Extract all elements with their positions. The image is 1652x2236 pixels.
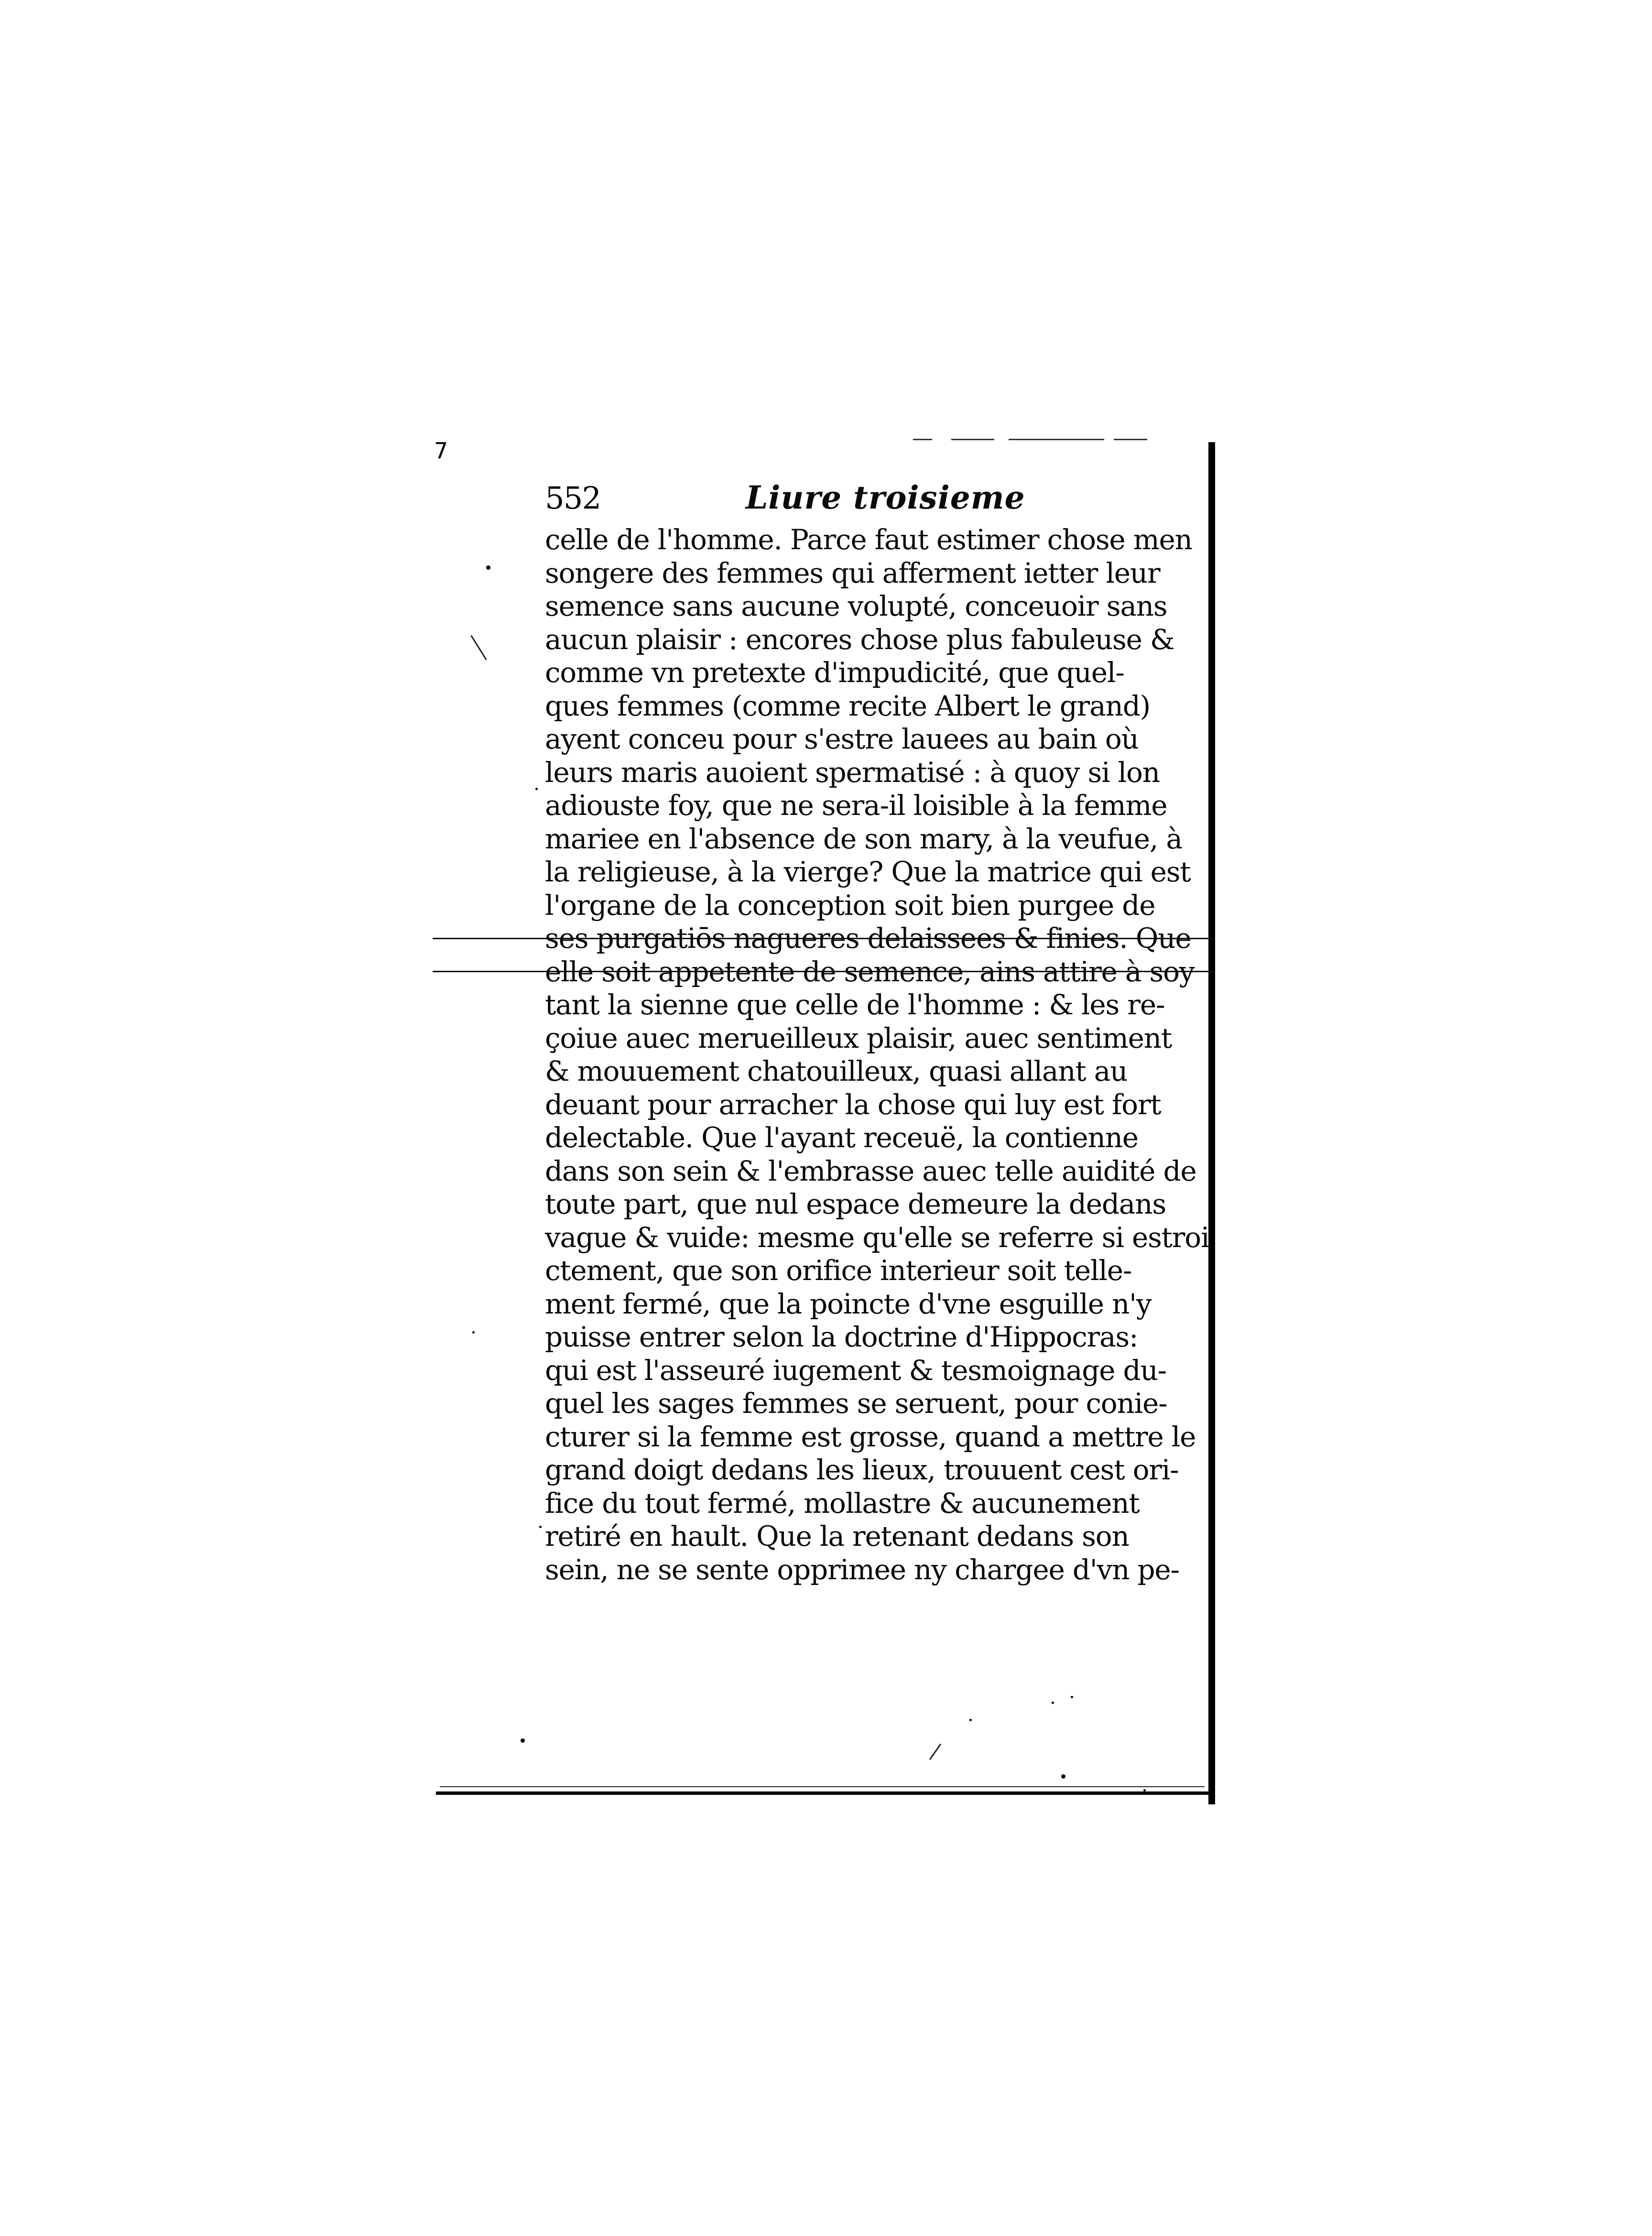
text-line: la religieuse, à la vierge? Que la matrice qui est <box>545 856 1191 888</box>
text-line: qui est l'asseuré iugement & tesmoignage du- <box>545 1354 1167 1387</box>
ink-speck <box>969 1719 972 1721</box>
text-line: ment fermé, que la poincte d'vne esguille n'y <box>545 1287 1152 1320</box>
text-line: cturer si la femme est grosse, quand a mettre le <box>545 1420 1196 1453</box>
text-line: ctement, que son orifice interieur soit telle- <box>545 1254 1132 1287</box>
text-line: puisse entrer selon la doctrine d'Hippocras: <box>545 1321 1138 1353</box>
text-line: leurs maris auoient spermatisé : à quoy si lon <box>545 756 1160 789</box>
page-bottom-edge-inner <box>440 1786 1205 1787</box>
running-head: Liure troisieme <box>746 479 1025 516</box>
text-line: grand doigt dedans les lieux, trouuent cest ori- <box>545 1454 1179 1486</box>
ink-speck <box>472 1331 475 1334</box>
ink-speck <box>1071 1696 1073 1698</box>
text-line: quel les sages femmes se seruent, pour conie- <box>545 1387 1167 1420</box>
page-header <box>545 479 1195 522</box>
top-edge-fragment <box>1114 439 1147 440</box>
text-line: comme vn pretexte d'impudicité, que quel- <box>545 656 1124 689</box>
top-edge-fragment <box>913 439 932 440</box>
text-line: fice du tout fermé, mollastre & aucunement <box>545 1487 1140 1520</box>
text-line: toute part, que nul espace demeure la dedans <box>545 1188 1166 1220</box>
text-line: sein, ne se sente opprimee ny chargee d'vn pe- <box>545 1553 1179 1586</box>
page-number: 552 <box>545 481 601 516</box>
text-line: songere des femmes qui afferment ietter leur <box>545 556 1160 589</box>
ink-speck <box>1143 1789 1146 1791</box>
text-line: delectable. Que l'ayant receuë, la contienne <box>545 1121 1138 1154</box>
ink-speck <box>539 1526 542 1528</box>
text-line: vague & vuide: mesme qu'elle se referre si estroi <box>545 1221 1209 1254</box>
text-line: semence sans aucune volupté, conceuoir sans <box>545 590 1167 622</box>
top-edge-fragment <box>951 439 994 440</box>
ink-speck <box>1052 1702 1054 1704</box>
text-line: adiouste foy, que ne sera-il loisible à la femme <box>545 789 1167 822</box>
top-edge-fragment <box>1009 439 1104 440</box>
text-line: & mouuement chatouilleux, quasi allant au <box>545 1055 1128 1087</box>
text-line: celle de l'homme. Parce faut estimer chose men <box>545 523 1192 556</box>
text-line: ses purgatiōs nagueres delaissees & finies. Que <box>545 922 1191 955</box>
corner-mark: 7 <box>434 438 448 464</box>
body-text <box>545 523 1214 1586</box>
text-line: retiré en hault. Que la retenant dedans son <box>545 1520 1129 1552</box>
text-line: mariee en l'absence de son mary, à la veufue, à <box>545 822 1182 855</box>
ink-speck <box>1061 1774 1065 1779</box>
ink-speck <box>521 1738 525 1743</box>
text-line: elle soit appetente de semence, ains attire à soy <box>545 955 1195 988</box>
ink-speck <box>486 565 490 570</box>
stray-stroke <box>470 635 487 660</box>
text-line: aucun plaisir : encores chose plus fabuleuse & <box>545 623 1174 656</box>
text-line: dans son sein & l'embrasse auec telle auidité de <box>545 1154 1196 1187</box>
ink-speck <box>535 788 538 790</box>
stray-stroke <box>929 1744 941 1760</box>
page-bottom-edge <box>436 1791 1215 1795</box>
text-line: tant la sienne que celle de l'homme : & les re- <box>545 988 1165 1021</box>
text-line: çoiue auec merueilleux plaisir, auec sentiment <box>545 1021 1172 1054</box>
text-line: deuant pour arracher la chose qui luy est fort <box>545 1088 1161 1121</box>
text-line: ques femmes (comme recite Albert le grand) <box>545 689 1151 722</box>
text-line: ayent conceu pour s'estre lauees au bain où <box>545 723 1139 755</box>
text-line: l'organe de la conception soit bien purgee de <box>545 889 1155 922</box>
